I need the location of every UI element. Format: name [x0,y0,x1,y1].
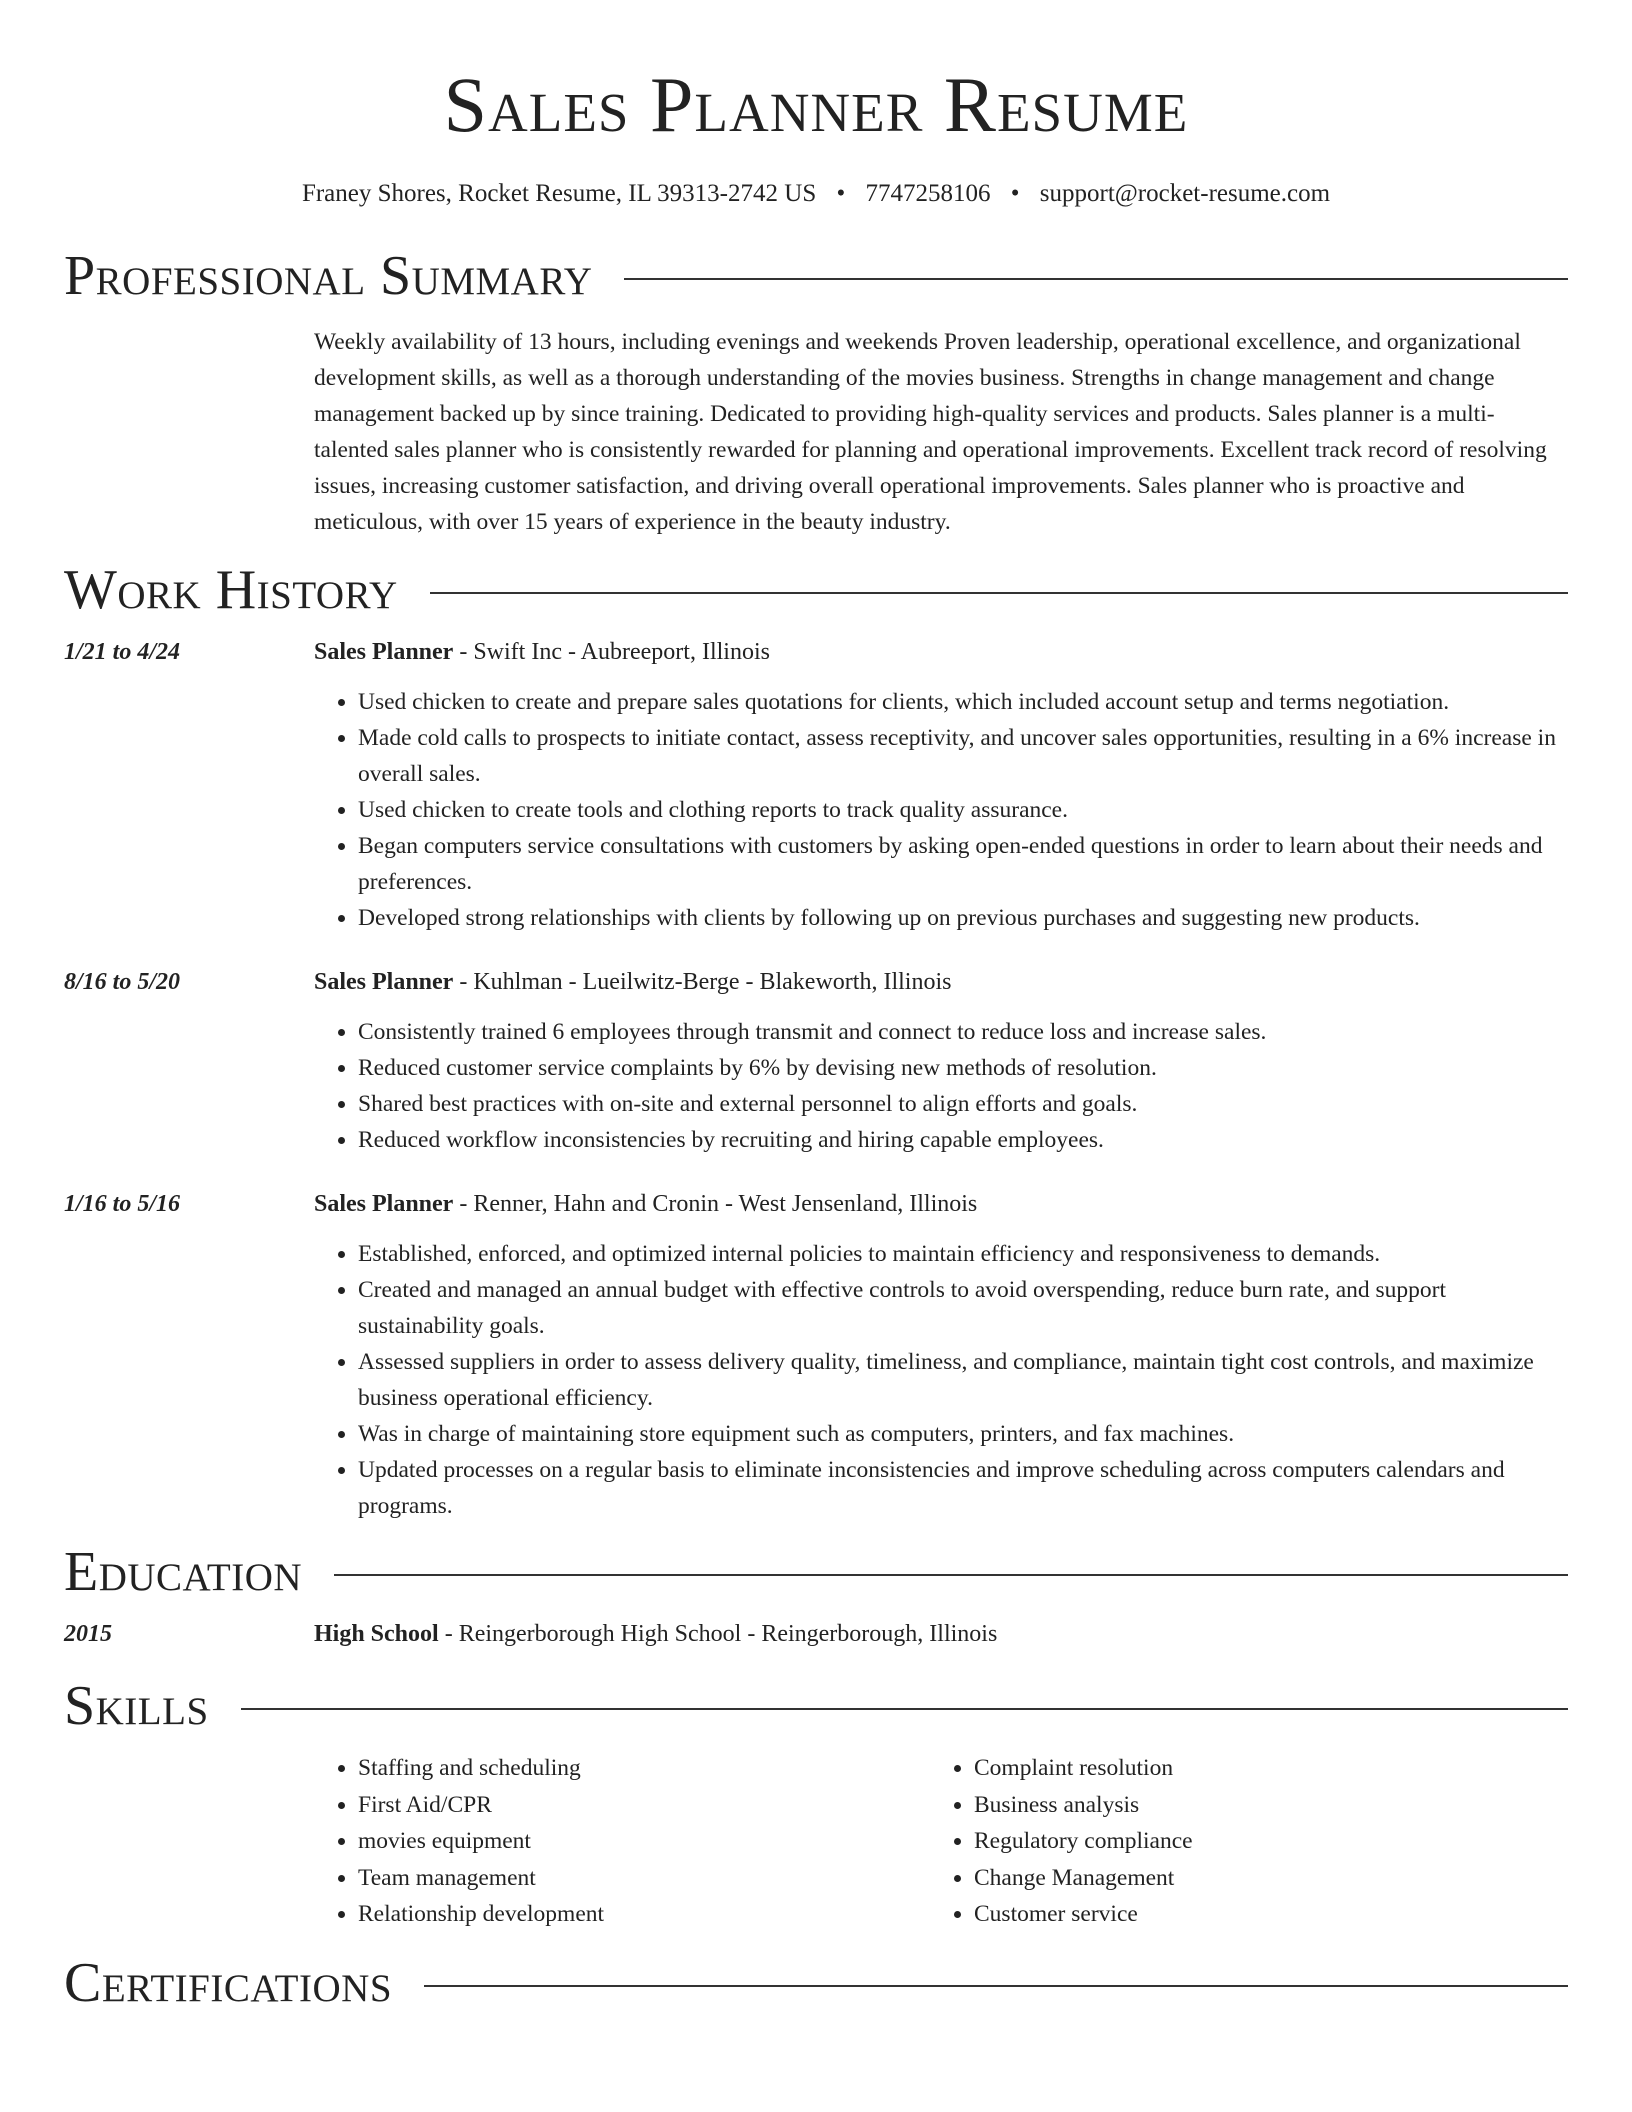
list-item: • Shared best practices with on-site and external personnel to align efforts and goals. [358,1086,1568,1122]
job-entry [64,634,1568,936]
skill-item: • Change Management [974,1860,1546,1897]
contact-email: support@rocket-resume.com [1039,180,1331,207]
contact-separator: • [1010,180,1020,207]
summary-text: Weekly availability of 13 hours, including evenings and weekends Proven leadership, operational excellence, and organizational development skills, as well as a thorough understanding of the movies business. Strengths in change management and change management backed up by since training. Dedicated to providing high-quality services and products. Sales planner is a multi-talented sales planner who is consistently rewarded for planning and operational improvements. Excellent track record of resolving issues, increasing customer satisfaction, and driving overall operational improvements. Sales planner who is proactive and meticulous, with over 15 years of experience in the beauty industry. [314,329,1547,535]
job-details: - Swift Inc - Aubreeport, Illinois [453,639,770,665]
skills-column-left [314,1750,930,1933]
list-item: • Was in charge of maintaining store equipment such as computers, printers, and fax machines. [358,1416,1568,1452]
job-dates: 8/16 to 5/20 [64,969,181,995]
list-item: • Updated processes on a regular basis to eliminate inconsistencies and improve scheduling across computers calendars and programs. [358,1452,1568,1524]
skill-item: • Staffing and scheduling [358,1750,930,1787]
section-title: Work History [64,559,398,621]
section-header [64,1676,1568,1736]
job-bullets [314,1014,1568,1158]
job-content [314,1186,1568,1524]
job-bullets [314,1236,1568,1524]
skills-column-right [930,1750,1546,1933]
job-heading [314,964,1568,1000]
list-item: • Consistently trained 6 employees through transmit and connect to reduce loss and increase sales. [358,1014,1568,1050]
list-item: • Used chicken to create tools and clothing reports to track quality assurance. [358,792,1568,828]
section-title: Certifications [64,1951,393,2014]
list-item: • Established, enforced, and optimized internal policies to maintain efficiency and responsiveness to demands. [358,1236,1568,1272]
skill-item: • Regulatory compliance [974,1823,1546,1860]
education-degree: High School [314,1621,439,1647]
contact-phone: 7747258106 [865,180,991,207]
section-header [64,560,1568,620]
job-entry [64,964,1568,1158]
summary-section [64,246,1568,540]
work-history-section [64,560,1568,1524]
list-item: • Began computers service consultations with customers by asking open-ended questions in order to learn about their needs and preferences. [358,828,1568,900]
skill-item: • Relationship development [358,1896,930,1933]
section-divider [334,1574,1568,1576]
section-divider [624,278,1568,280]
section-title: Professional Summary [64,245,593,307]
list-item: • Made cold calls to prospects to initiate contact, assess receptivity, and uncover sales opportunities, resulting in a 6% increase in overall sales. [358,720,1568,792]
job-entry [64,1186,1568,1524]
contact-separator: • [836,180,846,207]
education-content [314,1616,1568,1652]
skills-section [64,1676,1568,1933]
education-section [64,1542,1568,1652]
education-details: - Reingerborough High School - Reingerborough, Illinois [438,1621,998,1647]
certifications-section [64,1953,1568,2013]
list-item: • Created and managed an annual budget with effective controls to avoid overspending, reduce burn rate, and support sustainability goals. [358,1272,1568,1344]
skill-item: • Business analysis [974,1787,1546,1824]
skill-item: • Customer service [974,1896,1546,1933]
list-item: • Reduced customer service complaints by 6% by devising new methods of resolution. [358,1050,1568,1086]
contact-line [0,178,1632,210]
job-details: - Renner, Hahn and Cronin - West Jensenland, Illinois [453,1191,978,1217]
job-heading [314,1186,1568,1222]
skill-item: • First Aid/CPR [358,1787,930,1824]
section-header [64,1542,1568,1602]
job-content [314,964,1568,1158]
section-header [64,1953,1568,2013]
job-role: Sales Planner [314,639,454,665]
section-divider [430,592,1568,594]
resume-title: Sales Planner Resume [443,61,1189,148]
job-dates: 1/16 to 5/16 [64,1191,181,1217]
skills-list [314,1750,1568,1933]
job-bullets [314,684,1568,936]
list-item: • Used chicken to create and prepare sales quotations for clients, which included account setup and terms negotiation. [358,684,1568,720]
education-entry [64,1616,1568,1652]
list-item: • Reduced workflow inconsistencies by recruiting and hiring capable employees. [358,1122,1568,1158]
list-item: • Assessed suppliers in order to assess delivery quality, timeliness, and compliance, maintain tight cost controls, and maximize business operational efficiency. [358,1344,1568,1416]
section-title: Skills [64,1675,209,1737]
skill-item: • Complaint resolution [974,1750,1546,1787]
list-item: • Developed strong relationships with clients by following up on previous purchases and suggesting new products. [358,900,1568,936]
section-divider [424,1985,1568,1987]
skill-item: • Team management [358,1860,930,1897]
section-header [64,246,1568,306]
contact-address: Franey Shores, Rocket Resume, IL 39313-2742 US [301,180,817,207]
job-details: - Kuhlman - Lueilwitz-Berge - Blakeworth, Illinois [453,969,952,995]
section-title: Education [64,1541,303,1603]
skill-item: • movies equipment [358,1823,930,1860]
job-role: Sales Planner [314,1191,454,1217]
education-year: 2015 [64,1621,112,1647]
section-divider [241,1708,1568,1710]
job-heading [314,634,1568,670]
job-role: Sales Planner [314,969,454,995]
job-content [314,634,1568,936]
job-dates: 1/21 to 4/24 [64,639,181,665]
